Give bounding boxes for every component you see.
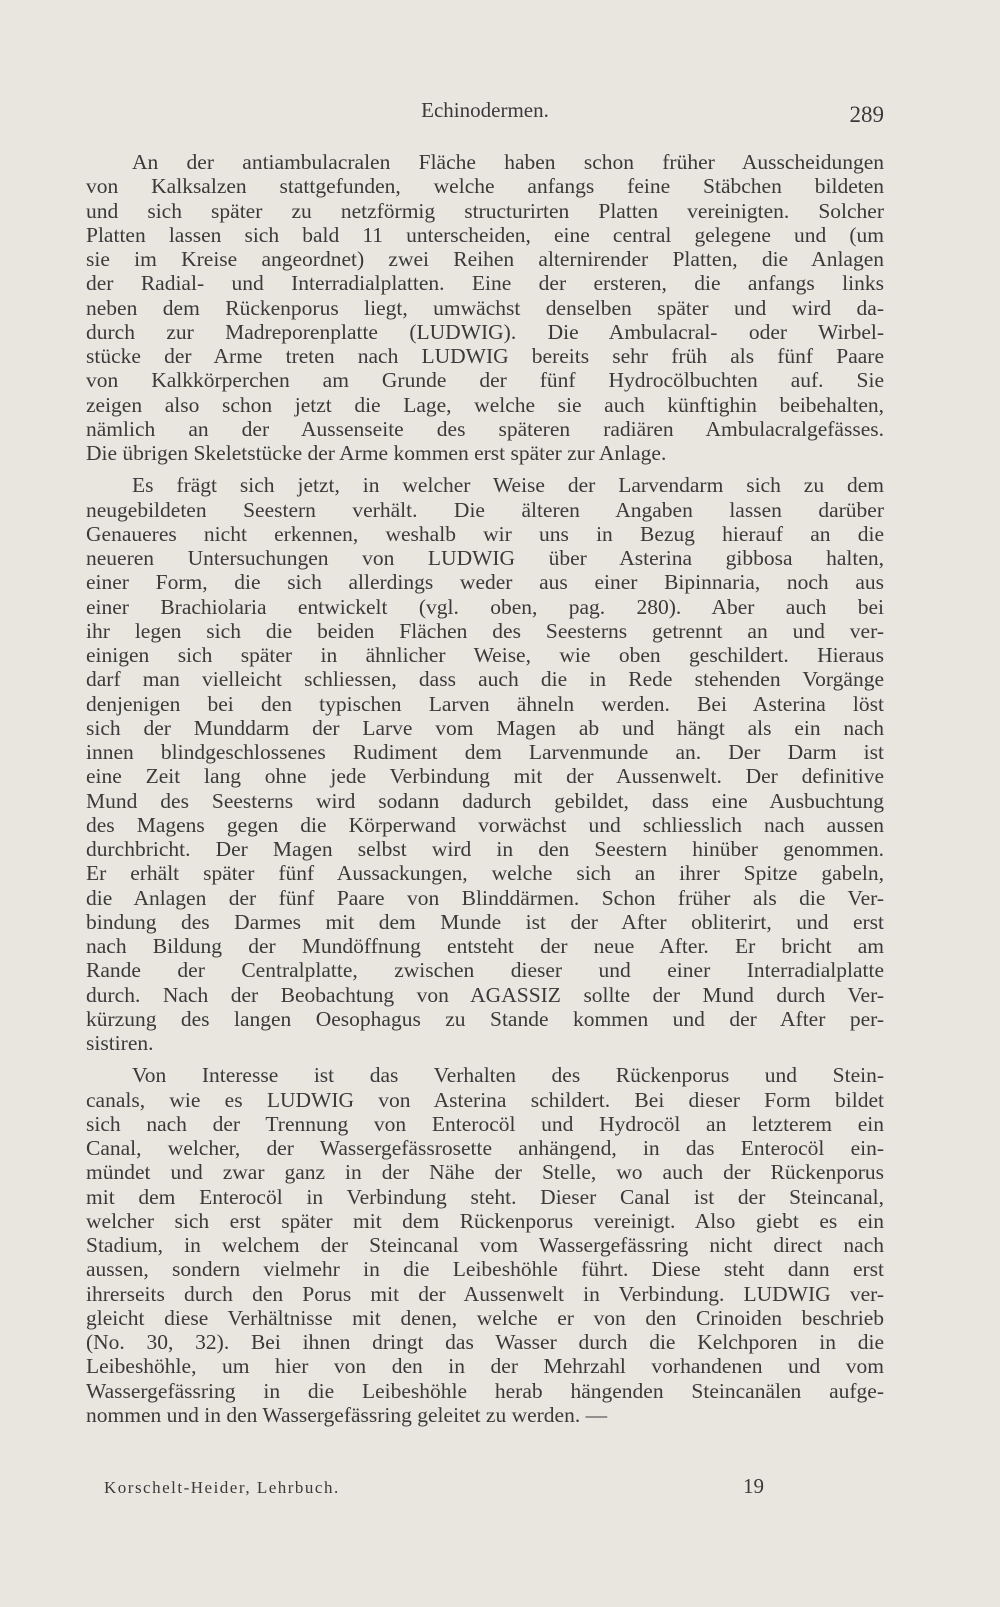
text-line: durch zur Madreporenplatte (LUDWIG). Die Ambulacral- oder Wirbel- (86, 319, 884, 344)
footer-source: Korschelt-Heider, Lehrbuch. (104, 1478, 340, 1497)
text-line: gleicht diese Verhältnisse mit denen, welche er von den Crinoiden beschrieb (86, 1305, 884, 1330)
text-line: nommen und in den Wassergefässring geleitet zu werden. — (86, 1402, 608, 1427)
text-line: sistiren. (86, 1031, 154, 1055)
text-line: einer Form, die sich allerdings weder aus einer Bipinnaria, noch aus (86, 570, 884, 595)
text-line: der Radial- und Interradialplatten. Eine der ersteren, die anfangs links (86, 271, 884, 296)
text-line: neben dem Rückenporus liegt, umwächst denselben später und wird da- (86, 295, 884, 320)
text-line: ihr legen sich die beiden Flächen des Seesterns getrennt an und ver- (86, 618, 884, 643)
text-line: mit dem Enterocöl in Verbindung steht. Dieser Canal ist der Steincanal, (86, 1184, 884, 1209)
text-line: Wassergefässring in die Leibeshöhle herab hängenden Steincanälen aufge- (86, 1378, 884, 1403)
text-line: sich der Munddarm der Larve vom Magen ab und hängt als ein nach (86, 715, 884, 740)
text-line: einigen sich später in ähnlicher Weise, wie oben geschildert. Hieraus (86, 643, 884, 667)
running-head (86, 98, 884, 128)
text-line: Rande der Centralplatte, zwischen dieser und einer Interradialplatte (86, 958, 884, 983)
body-text (86, 150, 884, 1427)
text-line: Canal, welcher, der Wassergefässrosette anhängend, in das Enterocöl ein- (86, 1136, 884, 1160)
text-line: kürzung des langen Oesophagus zu Stande kommen und der After per- (86, 1006, 884, 1031)
text-line: welcher sich erst später mit dem Rückenporus vereinigt. Also giebt es ein (86, 1208, 884, 1233)
text-line: Platten lassen sich bald 11 unterscheiden, eine central gelegene und (um (86, 222, 884, 247)
paragraph (86, 1063, 884, 1427)
text-line: bindung des Darmes mit dem Munde ist der After obliterirt, und erst (86, 909, 884, 934)
text-line: Genaueres nicht erkennen, weshalb wir uns in Bezug hierauf an die (86, 521, 884, 546)
text-line: nämlich an der Aussenseite des späteren radiären Ambulacralgefässes. (86, 416, 884, 441)
paragraph (86, 473, 884, 1055)
text-line: canals, wie es LUDWIG von Asterina schildert. Bei dieser Form bildet (86, 1087, 884, 1112)
text-line: und sich später zu netzförmig structurirten Platten vereinigten. Solcher (86, 198, 884, 223)
page-number: 289 (849, 102, 884, 127)
text-line: die Anlagen der fünf Paare von Blinddärmen. Schon früher als die Ver- (86, 885, 884, 910)
text-line: denjenigen bei den typischen Larven ähneln werden. Bei Asterina löst (86, 691, 884, 716)
paragraph (86, 150, 884, 465)
text-line: neugebildeten Seestern verhält. Die älteren Angaben lassen darüber (86, 497, 884, 522)
text-line: An der antiambulacralen Fläche haben schon früher Ausscheidungen (132, 150, 884, 174)
text-line: ihrerseits durch den Porus mit der Aussenwelt in Verbindung. LUDWIG ver- (86, 1281, 884, 1306)
text-line: darf man vielleicht schliessen, dass auch die in Rede stehenden Vorgänge (86, 667, 884, 692)
text-line: von Kalkkörperchen am Grunde der fünf Hydrocölbuchten auf. Sie (86, 368, 884, 393)
text-line: nach Bildung der Mundöffnung entsteht der neue After. Er bricht am (86, 934, 884, 958)
text-line: durchbricht. Der Magen selbst wird in den Seestern hinüber genommen. (86, 837, 884, 861)
text-line: Leibeshöhle, um hier von den in der Mehrzahl vorhandenen und vom (86, 1354, 884, 1379)
text-line: innen blindgeschlossenes Rudiment dem Larvenmunde an. Der Darm ist (86, 740, 884, 764)
text-line: durch. Nach der Beobachtung von AGASSIZ sollte der Mund durch Ver- (86, 982, 884, 1007)
text-line: sich nach der Trennung von Enterocöl und Hydrocöl an letzterem ein (86, 1111, 884, 1136)
text-line: Er erhält später fünf Aussackungen, welche sich an ihrer Spitze gabeln, (86, 861, 884, 886)
text-line: einer Brachiolaria entwickelt (vgl. oben, pag. 280). Aber auch bei (86, 594, 884, 619)
text-line: eine Zeit lang ohne jede Verbindung mit der Aussenwelt. Der definitive (86, 764, 884, 789)
page-footer (104, 1474, 764, 1502)
text-line: von Kalksalzen stattgefunden, welche anfangs feine Stäbchen bildeten (86, 174, 884, 199)
text-line: stücke der Arme treten nach LUDWIG bereits sehr früh als fünf Paare (86, 344, 884, 368)
running-title: Echinodermen. (421, 98, 549, 122)
text-line: (No. 30, 32). Bei ihnen dringt das Wasser durch die Kelchporen in die (86, 1330, 884, 1354)
signature-mark: 19 (743, 1474, 764, 1498)
text-line: Die übrigen Skeletstücke der Arme kommen erst später zur Anlage. (86, 441, 667, 465)
text-line: mündet und zwar ganz in der Nähe der Stelle, wo auch der Rückenporus (86, 1160, 884, 1185)
text-line: sie im Kreise angeordnet) zwei Reihen alternirender Platten, die Anlagen (86, 247, 884, 271)
text-line: Mund des Seesterns wird sodann dadurch gebildet, dass eine Ausbuchtung (86, 788, 884, 813)
text-line: Es frägt sich jetzt, in welcher Weise der Larvendarm sich zu dem (132, 473, 884, 498)
text-line: des Magens gegen die Körperwand vorwächst und schliesslich nach aussen (86, 812, 884, 837)
text-line: zeigen also schon jetzt die Lage, welche sie auch künftighin beibehalten, (86, 392, 884, 417)
text-line: neueren Untersuchungen von LUDWIG über Asterina gibbosa halten, (86, 546, 884, 570)
text-line: Von Interesse ist das Verhalten des Rückenporus und Stein- (132, 1063, 884, 1088)
text-line: aussen, sondern vielmehr in die Leibeshöhle führt. Diese steht dann erst (86, 1257, 884, 1282)
text-line: Stadium, in welchem der Steincanal vom Wassergefässring nicht direct nach (86, 1233, 884, 1257)
